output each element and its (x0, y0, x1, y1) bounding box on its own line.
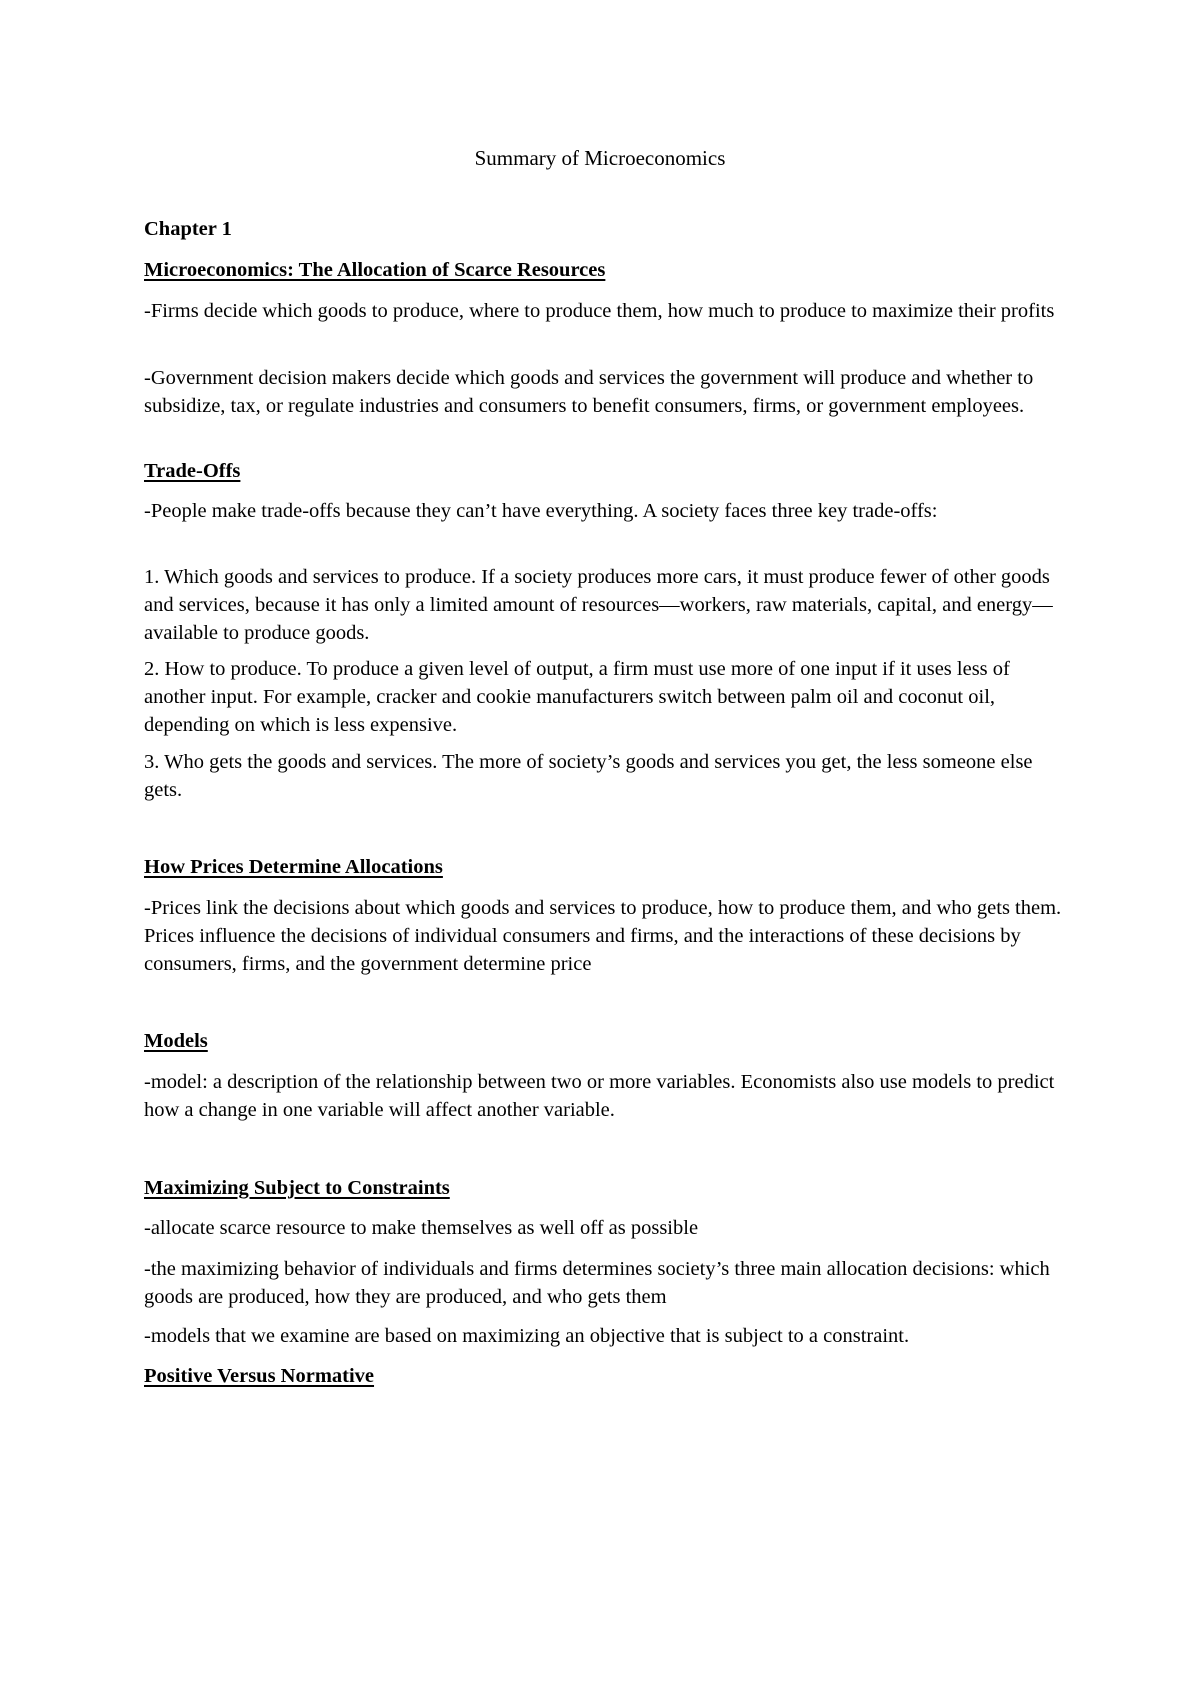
paragraph-allocate: -allocate scarce resource to make themselves as well off as possible (144, 1217, 699, 1239)
paragraph-tradeoffs-intro: -People make trade-offs because they can’t have everything. A society faces three key trade-offs: (144, 500, 938, 522)
section-heading-prices: How Prices Determine Allocations (144, 856, 443, 878)
list-item-how-to-produce: 2. How to produce. To produce a given level of output, a firm must use more of one input if it uses less of another input. For example, cracker and cookie manufacturers switch between palm oil and coconut oil, depending on which is less expensive. (144, 658, 1010, 736)
document-title: Summary of Microeconomics (474, 146, 726, 170)
section-heading-tradeoffs: Trade-Offs (144, 460, 241, 482)
list-item-which-goods: 1. Which goods and services to produce. If a society produces more cars, it must produce fewer of other goods and services, because it has only a limited amount of resources—workers, raw materials, capital, and energy—available to produce goods. (144, 566, 1053, 644)
paragraph-maximizing-behavior: -the maximizing behavior of individuals and firms determines society’s three main allocation decisions: which goods are produced, how they are produced, and who gets them (144, 1258, 1050, 1308)
paragraph-government: -Government decision makers decide which goods and services the government will produce and whether to subsidize, tax, or regulate industries and consumers to benefit consumers, firms, or government employees. (144, 367, 1034, 417)
section-heading-positive-normative: Positive Versus Normative (144, 1365, 375, 1387)
section-heading-models: Models (144, 1030, 208, 1052)
paragraph-prices: -Prices link the decisions about which goods and services to produce, how to produce them, and who gets them. Prices influence the decisions of individual consumers and firms, and the interactions of these decisions by consumers, firms, and the government determine price (144, 897, 1062, 975)
paragraph-firms: -Firms decide which goods to produce, where to produce them, how much to produce to maximize their profits (144, 300, 1055, 322)
section-heading-maximizing: Maximizing Subject to Constraints (144, 1177, 450, 1199)
list-item-who-gets: 3. Who gets the goods and services. The more of society’s goods and services you get, the less someone else gets. (144, 751, 1033, 801)
section-heading-allocation: Microeconomics: The Allocation of Scarce Resources (144, 259, 606, 281)
paragraph-models: -model: a description of the relationship between two or more variables. Economists also use models to predict how a change in one variable will affect another variable. (144, 1071, 1055, 1121)
chapter-heading: Chapter 1 (144, 218, 232, 240)
paragraph-models-constraint: -models that we examine are based on maximizing an objective that is subject to a constraint. (144, 1325, 910, 1347)
